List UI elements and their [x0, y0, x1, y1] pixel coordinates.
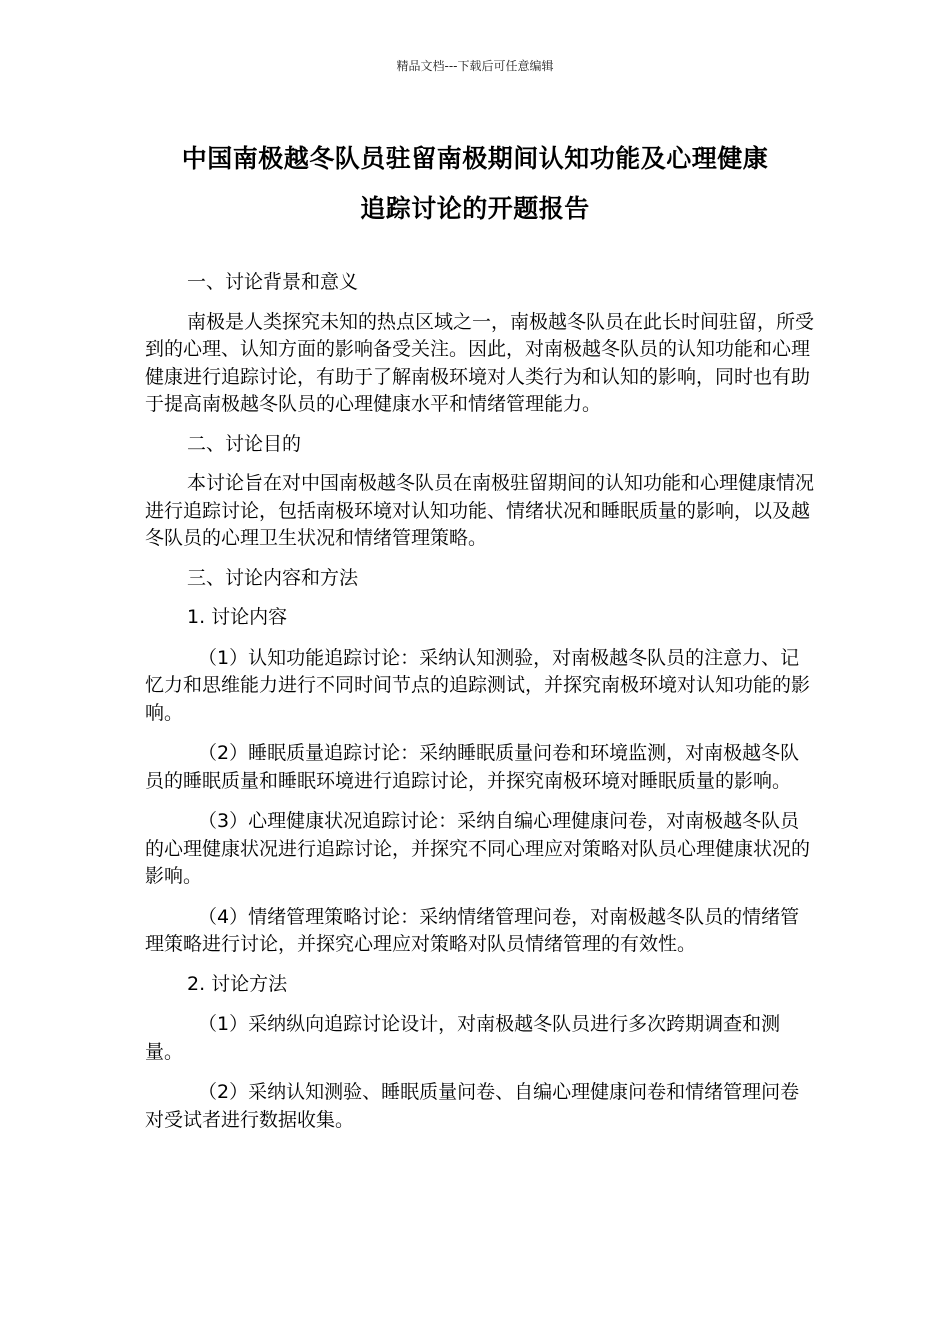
subheading-method: 2. 讨论方法 — [187, 972, 288, 995]
title-line-2: 追踪讨论的开题报告 — [360, 194, 590, 223]
item-emotion: （4）情绪管理策略讨论：采纳情绪管理问卷，对南极越冬队员的情绪管理策略进行讨论，并探究心理应对策略对队员情绪管理的有效性。 — [145, 905, 800, 955]
section-heading-content-method: 三、讨论内容和方法 — [187, 566, 359, 589]
section-heading-background: 一、讨论背景和意义 — [187, 271, 359, 293]
document-title — [120, 134, 830, 234]
item-cognitive: （1）认知功能追踪讨论：采纳认知测验，对南极越冬队员的注意力、记忆力和思维能力进行不同时间节点的追踪测试，并探究南极环境对认知功能的影响。 — [145, 646, 811, 724]
item-method-1: （1）采纳纵向追踪讨论设计，对南极越冬队员进行多次跨期调查和测量。 — [145, 1013, 781, 1063]
item-sleep: （2）睡眠质量追踪讨论：采纳睡眠质量问卷和环境监测，对南极越冬队员的睡眠质量和睡眠环境进行追踪讨论，并探究南极环境对睡眠质量的影响。 — [145, 742, 800, 792]
item-method-2: （2）采纳认知测验、睡眠质量问卷、自编心理健康问卷和情绪管理问卷对受试者进行数据收集。 — [145, 1081, 800, 1131]
subheading-content: 1. 讨论内容 — [187, 606, 288, 628]
section-heading-purpose: 二、讨论目的 — [187, 432, 302, 455]
document-body — [145, 269, 815, 1134]
paragraph-purpose: 本讨论旨在对中国南极越冬队员在南极驻留期间的认知功能和心理健康情况进行追踪讨论，包括南极环境对认知功能、情绪状况和睡眠质量的影响，以及越冬队员的心理卫生状况和情绪管理策略。 — [145, 472, 815, 549]
header-note: 精品文档---下载后可任意编辑 — [396, 59, 554, 73]
title-line-1: 中国南极越冬队员驻留南极期间认知功能及心理健康 — [181, 144, 769, 173]
paragraph-background: 南极是人类探究未知的热点区域之一，南极越冬队员在此长时间驻留，所受到的心理、认知方面的影响备受关注。因此，对南极越冬队员的认知功能和心理健康进行追踪讨论，有助于了解南极环境对人类行为和认知的影响，同时也有助于提高南极越冬队员的心理健康水平和情绪管理能力。 — [145, 310, 815, 415]
item-mental-health: （3）心理健康状况追踪讨论：采纳自编心理健康问卷，对南极越冬队员的心理健康状况进行追踪讨论，并探究不同心理应对策略对队员心理健康状况的影响。 — [145, 810, 811, 887]
